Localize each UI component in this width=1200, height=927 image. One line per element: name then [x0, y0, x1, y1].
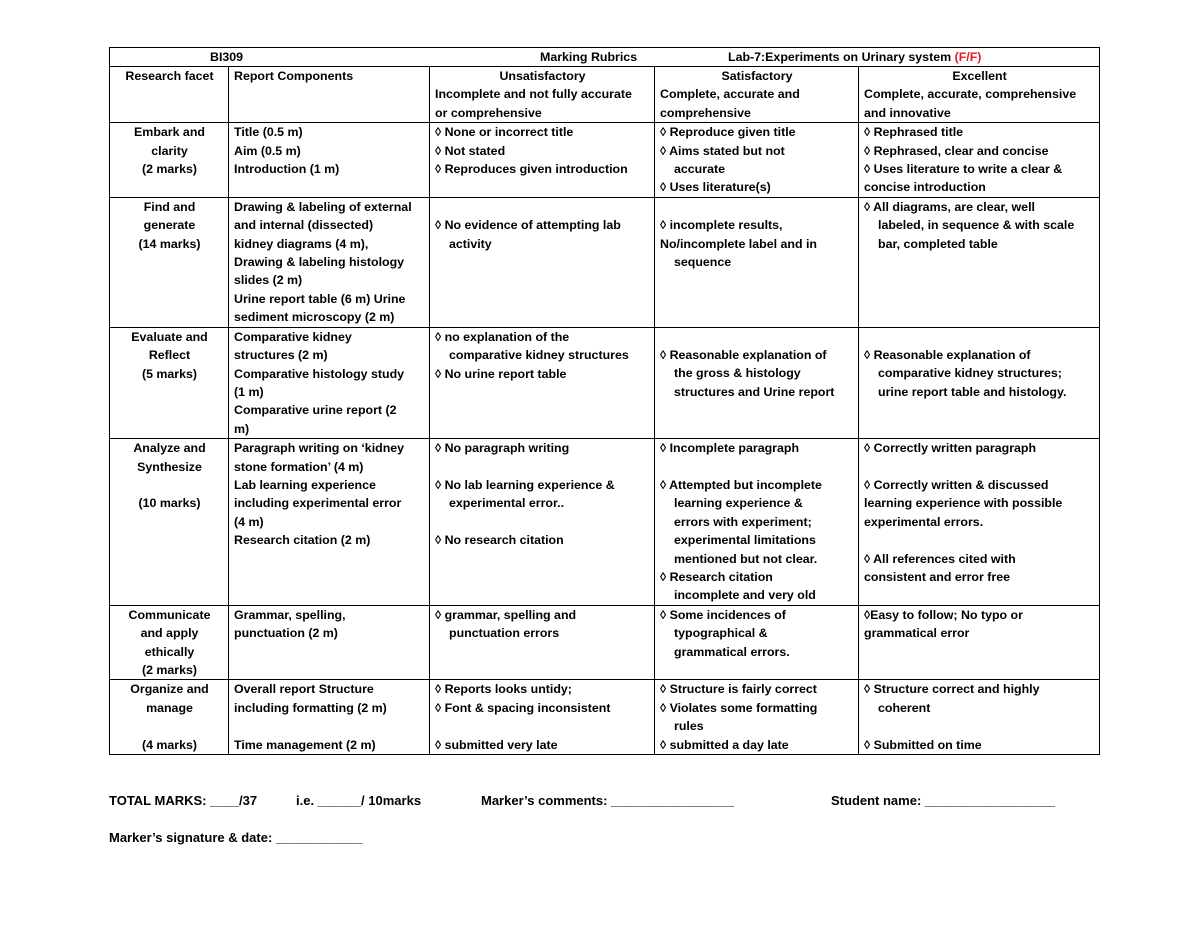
scaled-marks: i.e. ______/ 10marks — [296, 793, 422, 808]
cell-line: grammatical errors. — [674, 644, 790, 659]
cell-sat — [655, 439, 859, 606]
cell-line — [435, 198, 650, 216]
cell-line: kidney diagrams (4 m), — [234, 236, 369, 251]
cell-facet — [110, 197, 229, 327]
cell-line — [660, 328, 854, 346]
cell-line — [234, 717, 425, 735]
cell-facet — [110, 327, 229, 438]
cell-line — [864, 328, 1095, 346]
header-exc-desc: and innovative — [864, 105, 951, 120]
cell-line: ◊ Rephrased title — [864, 125, 964, 140]
cell-components — [229, 123, 430, 198]
cell-line: grammatical error — [864, 626, 970, 641]
rubric-row — [110, 327, 1100, 438]
cell-line: sequence — [674, 255, 732, 270]
lab-tag: (F/F) — [954, 50, 982, 64]
cell-line: ◊ Submitted on time — [864, 737, 982, 752]
cell-line: ◊ All references cited with — [864, 551, 1016, 566]
header-unsat-title: Unsatisfactory — [499, 69, 586, 83]
cell-line: ◊ All diagrams, are clear, well — [864, 199, 1035, 214]
cell-line: ◊ Incomplete paragraph — [660, 441, 800, 456]
cell-line: learning experience & — [674, 496, 803, 511]
cell-line: coherent — [878, 700, 931, 715]
cell-line: including formatting (2 m) — [234, 700, 387, 715]
cell-line: m) — [234, 421, 250, 436]
cell-line: incomplete and very old — [674, 588, 816, 603]
cell-line: Research citation (2 m) — [234, 533, 371, 548]
cell-line: (14 marks) — [138, 236, 201, 251]
cell-line: and apply — [140, 626, 199, 641]
cell-line: Communicate — [128, 607, 211, 622]
cell-line: consistent and error free — [864, 569, 1010, 584]
cell-line: Title (0.5 m) — [234, 125, 303, 140]
cell-line: generate — [143, 218, 196, 233]
cell-line: (4 m) — [234, 514, 264, 529]
footer-line-1 — [109, 793, 1055, 808]
cell-line: ◊ Reasonable explanation of — [864, 348, 1031, 363]
cell-line: learning experience with possible — [864, 496, 1063, 511]
header-unsat-desc: Incomplete and not fully accurate — [435, 87, 632, 102]
cell-line: experimental errors. — [864, 514, 984, 529]
cell-line — [864, 531, 1095, 549]
cell-line: ◊ Structure correct and highly — [864, 682, 1040, 697]
cell-line: ◊ Reproduces given introduction — [435, 162, 628, 177]
cell-line: the gross & histology — [674, 366, 801, 381]
lab-title — [728, 48, 981, 66]
cell-facet — [110, 680, 229, 755]
cell-line: Overall report Structure — [234, 682, 374, 697]
cell-exc — [859, 680, 1100, 755]
cell-line: (1 m) — [234, 384, 264, 399]
cell-sat — [655, 680, 859, 755]
footer-line-2 — [109, 830, 363, 845]
cell-line — [435, 513, 650, 531]
cell-line: comparative kidney structures; — [878, 366, 1062, 381]
cell-line: Grammar, spelling, — [234, 607, 346, 622]
header-unsat-desc: or comprehensive — [435, 105, 542, 120]
cell-line: structures and Urine report — [674, 384, 835, 399]
cell-line: (2 marks) — [141, 162, 198, 177]
cell-line: ◊ submitted very late — [435, 737, 558, 752]
cell-line: slides (2 m) — [234, 273, 303, 288]
cell-line: bar, completed table — [878, 236, 998, 251]
rubric-table — [109, 47, 1100, 755]
rubric-row — [110, 123, 1100, 198]
cell-line: ◊ Correctly written & discussed — [864, 477, 1049, 492]
cell-line: stone formation’ (4 m) — [234, 459, 364, 474]
cell-line: experimental limitations — [674, 533, 816, 548]
header-sat-desc: comprehensive — [660, 105, 751, 120]
marker-comments: Marker’s comments: _________________ — [481, 793, 734, 808]
cell-line — [864, 717, 1095, 735]
cell-line: ◊ Not stated — [435, 143, 506, 158]
cell-unsat — [430, 605, 655, 680]
cell-line: Urine report table (6 m) Urine — [234, 291, 406, 306]
cell-sat — [655, 327, 859, 438]
cell-line: ◊ Uses literature to write a clear & — [864, 162, 1063, 177]
cell-line: punctuation errors — [449, 626, 560, 641]
cell-line: and internal (dissected) — [234, 218, 374, 233]
total-marks: TOTAL MARKS: ____/37 — [109, 793, 258, 808]
cell-line: (5 marks) — [141, 366, 198, 381]
cell-line: Comparative urine report (2 — [234, 403, 397, 418]
header-exc — [859, 67, 1100, 123]
cell-sat — [655, 123, 859, 198]
cell-line — [435, 717, 650, 735]
cell-line: accurate — [674, 162, 725, 177]
cell-line: experimental error.. — [449, 496, 565, 511]
cell-line — [435, 458, 650, 476]
cell-line: ◊ submitted a day late — [660, 737, 789, 752]
cell-line: ◊ No paragraph writing — [435, 441, 570, 456]
rubric-title: Marking Rubrics — [540, 50, 638, 64]
cell-line: Time management (2 m) — [234, 737, 376, 752]
cell-sat — [655, 197, 859, 327]
cell-line: urine report table and histology. — [878, 384, 1067, 399]
cell-line: Find and — [143, 199, 196, 214]
cell-line: (2 marks) — [141, 662, 198, 677]
cell-line: (4 marks) — [141, 737, 198, 752]
cell-components — [229, 327, 430, 438]
cell-line: Analyze and — [133, 441, 206, 456]
student-name: Student name: __________________ — [831, 793, 1056, 808]
cell-line: ◊ Uses literature(s) — [660, 180, 771, 195]
cell-line: ◊ no explanation of the — [435, 329, 570, 344]
cell-line: No/incomplete label and in — [660, 236, 817, 251]
cell-facet — [110, 605, 229, 680]
cell-exc — [859, 197, 1100, 327]
cell-line: Introduction (1 m) — [234, 162, 340, 177]
cell-unsat — [430, 197, 655, 327]
rubric-row — [110, 197, 1100, 327]
cell-line: Paragraph writing on ‘kidney — [234, 441, 405, 456]
cell-unsat — [430, 327, 655, 438]
cell-line: rules — [674, 719, 704, 734]
cell-line: structures (2 m) — [234, 348, 328, 363]
cell-line: ◊ Reasonable explanation of — [660, 348, 827, 363]
cell-line — [115, 476, 224, 494]
cell-line: clarity — [151, 143, 188, 158]
cell-line: ◊ Reproduce given title — [660, 125, 796, 140]
cell-unsat — [430, 439, 655, 606]
cell-line: Organize and — [130, 682, 209, 697]
rubric-row — [110, 680, 1100, 755]
cell-line — [660, 198, 854, 216]
header-sat-title: Satisfactory — [721, 69, 793, 83]
cell-line: typographical & — [674, 626, 768, 641]
header-sat — [655, 67, 859, 123]
cell-line: ◊ Aims stated but not — [660, 143, 785, 158]
header-exc-title: Excellent — [952, 69, 1007, 83]
cell-line: ◊ Correctly written paragraph — [864, 441, 1037, 456]
cell-line — [864, 458, 1095, 476]
cell-line: ◊ Rephrased, clear and concise — [864, 143, 1049, 158]
title-cell — [110, 48, 1100, 67]
cell-sat — [655, 605, 859, 680]
cell-line: ◊Easy to follow; No typo or — [864, 607, 1023, 622]
cell-line: Synthesize — [137, 459, 202, 474]
cell-line: Drawing & labeling histology — [234, 255, 405, 270]
cell-facet — [110, 123, 229, 198]
cell-components — [229, 439, 430, 606]
cell-line: comparative kidney structures — [449, 348, 629, 363]
header-facet — [110, 67, 229, 123]
rubric-sheet — [109, 47, 1099, 755]
cell-line — [115, 717, 224, 735]
cell-line: manage — [146, 700, 193, 715]
cell-line: punctuation (2 m) — [234, 626, 338, 641]
cell-exc — [859, 327, 1100, 438]
cell-line: ◊ No research citation — [435, 533, 564, 548]
header-facet-label: Research facet — [125, 69, 214, 83]
cell-components — [229, 197, 430, 327]
cell-facet — [110, 439, 229, 606]
cell-line: ◊ Some incidences of — [660, 607, 786, 622]
rubric-body — [110, 123, 1100, 755]
cell-line: Comparative kidney — [234, 329, 352, 344]
cell-line: ◊ No evidence of attempting lab — [435, 218, 621, 233]
cell-line: ◊ No lab learning experience & — [435, 477, 615, 492]
cell-line: Embark and — [134, 125, 205, 140]
cell-unsat — [430, 680, 655, 755]
cell-line: ◊ Attempted but incomplete — [660, 477, 822, 492]
cell-line: ◊ No urine report table — [435, 366, 567, 381]
course-code: BI309 — [210, 50, 244, 64]
header-sat-desc: Complete, accurate and — [660, 87, 800, 102]
cell-line: concise introduction — [864, 180, 986, 195]
cell-components — [229, 680, 430, 755]
cell-line: ◊ None or incorrect title — [435, 125, 574, 140]
header-unsat — [430, 67, 655, 123]
cell-line: Reflect — [148, 348, 191, 363]
cell-line: ◊ Structure is fairly correct — [660, 682, 817, 697]
cell-line: (10 marks) — [138, 496, 201, 511]
cell-line: Aim (0.5 m) — [234, 143, 301, 158]
cell-line: Evaluate and — [131, 329, 208, 344]
cell-line: ethically — [144, 644, 195, 659]
cell-line: Comparative histology study — [234, 366, 405, 381]
rubric-row — [110, 439, 1100, 606]
cell-line: Drawing & labeling of external — [234, 199, 412, 214]
rubric-row — [110, 605, 1100, 680]
title-row — [110, 48, 1100, 67]
cell-line: Lab learning experience — [234, 477, 376, 492]
cell-line: sediment microscopy (2 m) — [234, 310, 395, 325]
lab-name: Lab-7:Experiments on Urinary system — [728, 50, 952, 64]
header-row — [110, 67, 1100, 123]
cell-line: ◊ Reports looks untidy; — [435, 682, 572, 697]
cell-line: errors with experiment; — [674, 514, 812, 529]
cell-line: mentioned but not clear. — [674, 551, 818, 566]
header-components-label: Report Components — [234, 69, 354, 83]
cell-line: ◊ Font & spacing inconsistent — [435, 700, 611, 715]
cell-exc — [859, 123, 1100, 198]
cell-line: including experimental error — [234, 496, 402, 511]
cell-components — [229, 605, 430, 680]
cell-line: ◊ Violates some formatting — [660, 700, 818, 715]
header-exc-desc: Complete, accurate, comprehensive — [864, 87, 1077, 102]
cell-line: ◊ incomplete results, — [660, 218, 783, 233]
cell-line: ◊ Research citation — [660, 569, 773, 584]
cell-line: labeled, in sequence & with scale — [878, 218, 1075, 233]
marker-signature: Marker’s signature & date: ____________ — [109, 830, 363, 845]
header-components — [229, 67, 430, 123]
cell-unsat — [430, 123, 655, 198]
cell-exc — [859, 605, 1100, 680]
cell-exc — [859, 439, 1100, 606]
cell-line — [660, 458, 854, 476]
cell-line: activity — [449, 236, 492, 251]
cell-line: ◊ grammar, spelling and — [435, 607, 577, 622]
